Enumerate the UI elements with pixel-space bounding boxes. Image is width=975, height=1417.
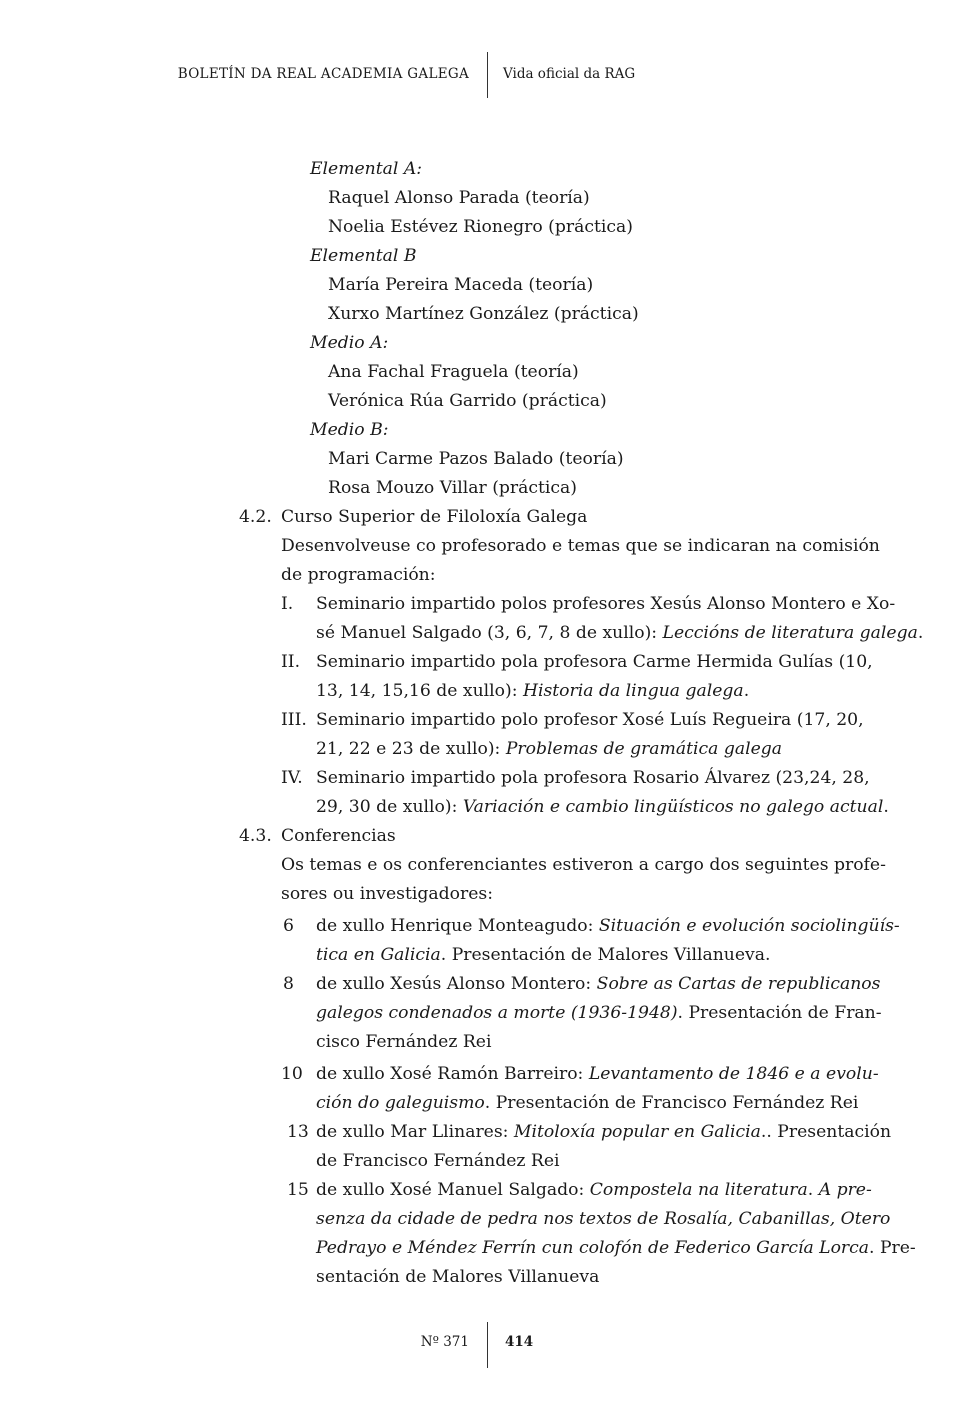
level-heading: Medio A: — [310, 333, 389, 353]
page-number: 414 — [505, 1334, 534, 1350]
seminar-number: I. — [281, 594, 294, 614]
section-number: 4.2. — [239, 507, 272, 527]
seminar-line: 29, 30 de xullo): Variación e cambio lingüísticos no galego actual. — [316, 797, 889, 817]
level-item: Xurxo Martínez González (práctica) — [328, 304, 639, 324]
section-intro: Desenvolveuse co profesorado e temas que se indicaran na comisión — [281, 536, 880, 556]
seminar-line: Seminario impartido polo profesor Xosé Luís Regueira (17, 20, — [316, 710, 864, 730]
seminar-number: III. — [281, 710, 307, 730]
level-heading: Medio B: — [310, 420, 389, 440]
conference-line: sentación de Malores Villanueva — [316, 1267, 600, 1287]
conference-line: ción do galeguismo. Presentación de Francisco Fernández Rei — [316, 1093, 859, 1113]
conference-line: de xullo Xosé Manuel Salgado: Compostela na literatura. A pre- — [316, 1180, 872, 1200]
conference-day: 15 — [287, 1180, 309, 1200]
page-footer — [0, 1322, 975, 1372]
conference-line: de xullo Henrique Monteagudo: Situación e evolución sociolingüís- — [316, 916, 900, 936]
seminar-number: IV. — [281, 768, 303, 788]
section-intro: Os temas e os conferenciantes estiveron a cargo dos seguintes profe- — [281, 855, 886, 875]
conference-day: 10 — [281, 1064, 303, 1084]
conference-line: de xullo Xosé Ramón Barreiro: Levantamento de 1846 e a evolu- — [316, 1064, 879, 1084]
footer-divider — [487, 1322, 488, 1368]
section-number: 4.3. — [239, 826, 272, 846]
level-item: Noelia Estévez Rionegro (práctica) — [328, 217, 633, 237]
seminar-line: Seminario impartido pola profesora Carme Hermida Gulías (10, — [316, 652, 873, 672]
conference-line: de xullo Xesús Alonso Montero: Sobre as Cartas de republicanos — [316, 974, 881, 994]
header-divider — [487, 52, 488, 98]
level-item: Raquel Alonso Parada (teoría) — [328, 188, 590, 208]
section-title: Vida oficial da RAG — [503, 66, 636, 82]
level-item: Rosa Mouzo Villar (práctica) — [328, 478, 578, 498]
conference-day: 8 — [283, 974, 294, 994]
conference-line: senza da cidade de pedra nos textos de Rosalía, Cabanillas, Otero — [316, 1209, 891, 1229]
level-heading: Elemental A: — [310, 159, 423, 179]
seminar-number: II. — [281, 652, 301, 672]
section-title: Conferencias — [281, 826, 396, 846]
section-title: Curso Superior de Filoloxía Galega — [281, 507, 588, 527]
seminar-line: Seminario impartido polos profesores Xesús Alonso Montero e Xo- — [316, 594, 896, 614]
level-item: María Pereira Maceda (teoría) — [328, 275, 594, 295]
conference-day: 13 — [287, 1122, 309, 1142]
running-header — [0, 62, 975, 102]
level-item: Mari Carme Pazos Balado (teoría) — [328, 449, 624, 469]
conference-line: de xullo Mar Llinares: Mitoloxía popular en Galicia.. Presentación — [316, 1122, 892, 1142]
seminar-line: 13, 14, 15,16 de xullo): Historia da lingua galega. — [316, 681, 750, 701]
seminar-line: 21, 22 e 23 de xullo): Problemas de gramática galega — [316, 739, 782, 759]
conference-line: Pedrayo e Méndez Ferrín cun colofón de Federico García Lorca. Pre- — [316, 1238, 916, 1258]
section-intro: de programación: — [281, 565, 436, 585]
conference-line: galegos condenados a morte (1936-1948). Presentación de Fran- — [316, 1003, 882, 1023]
issue-number: Nº 371 — [420, 1334, 469, 1350]
seminar-line: sé Manuel Salgado (3, 6, 7, 8 de xullo): Leccións de literatura galega. — [316, 623, 924, 643]
conference-line: de Francisco Fernández Rei — [316, 1151, 560, 1171]
conference-day: 6 — [283, 916, 294, 936]
section-intro: sores ou investigadores: — [281, 884, 493, 904]
level-item: Verónica Rúa Garrido (práctica) — [328, 391, 607, 411]
conference-line: cisco Fernández Rei — [316, 1032, 492, 1052]
conference-line: tica en Galicia. Presentación de Malores Villanueva. — [316, 945, 771, 965]
level-item: Ana Fachal Fraguela (teoría) — [328, 362, 579, 382]
journal-title: BOLETÍN DA REAL ACADEMIA GALEGA — [177, 66, 469, 82]
level-heading: Elemental B — [310, 246, 417, 266]
seminar-line: Seminario impartido pola profesora Rosario Álvarez (23,24, 28, — [316, 768, 870, 788]
